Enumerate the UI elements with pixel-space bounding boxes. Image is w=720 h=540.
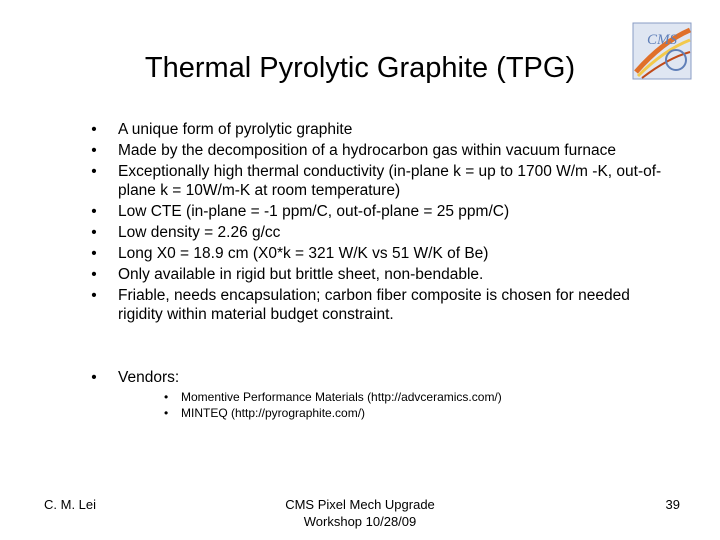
footer-author: C. M. Lei	[44, 497, 97, 512]
slide-title: Thermal Pyrolytic Graphite (TPG)	[144, 52, 576, 84]
list-item: • Only available in rigid but brittle sheet, non-bendable.	[91, 266, 484, 283]
list-item: • Made by the decomposition of a hydrocarbon gas within vacuum furnace	[91, 142, 617, 159]
list-item: • Low CTE (in-plane = -1 ppm/C, out-of-plane = 25 ppm/C)	[91, 203, 510, 220]
footer-event-line2: Workshop 10/28/09	[303, 514, 417, 529]
cms-logo	[632, 22, 692, 80]
vendor-item: • MINTEQ (http://pyrographite.com/)	[164, 406, 366, 420]
page-number: 39	[665, 497, 680, 512]
vendor-item: • Momentive Performance Materials (http://advceramics.com/)	[164, 390, 502, 404]
list-item: • Exceptionally high thermal conductivity (in-plane k = up to 1700 W/m -K, out-of-plane k = 10W/m-K at room temperature)	[91, 163, 662, 199]
list-item: • A unique form of pyrolytic graphite	[91, 121, 353, 138]
bullet-list	[88, 120, 668, 326]
vendors-heading: • Vendors:	[91, 369, 180, 386]
logo-text: CMS	[647, 32, 677, 48]
footer-event-line1: CMS Pixel Mech Upgrade	[285, 497, 435, 512]
vendor-list	[164, 389, 664, 421]
list-item: • Long X0 = 18.9 cm (X0*k = 321 W/K vs 51 W/K of Be)	[91, 245, 489, 262]
list-item: • Low density = 2.26 g/cc	[91, 224, 281, 241]
footer-event	[240, 496, 480, 530]
list-item: • Friable, needs encapsulation; carbon fiber composite is chosen for needed rigidity within material budget constraint.	[91, 287, 630, 323]
